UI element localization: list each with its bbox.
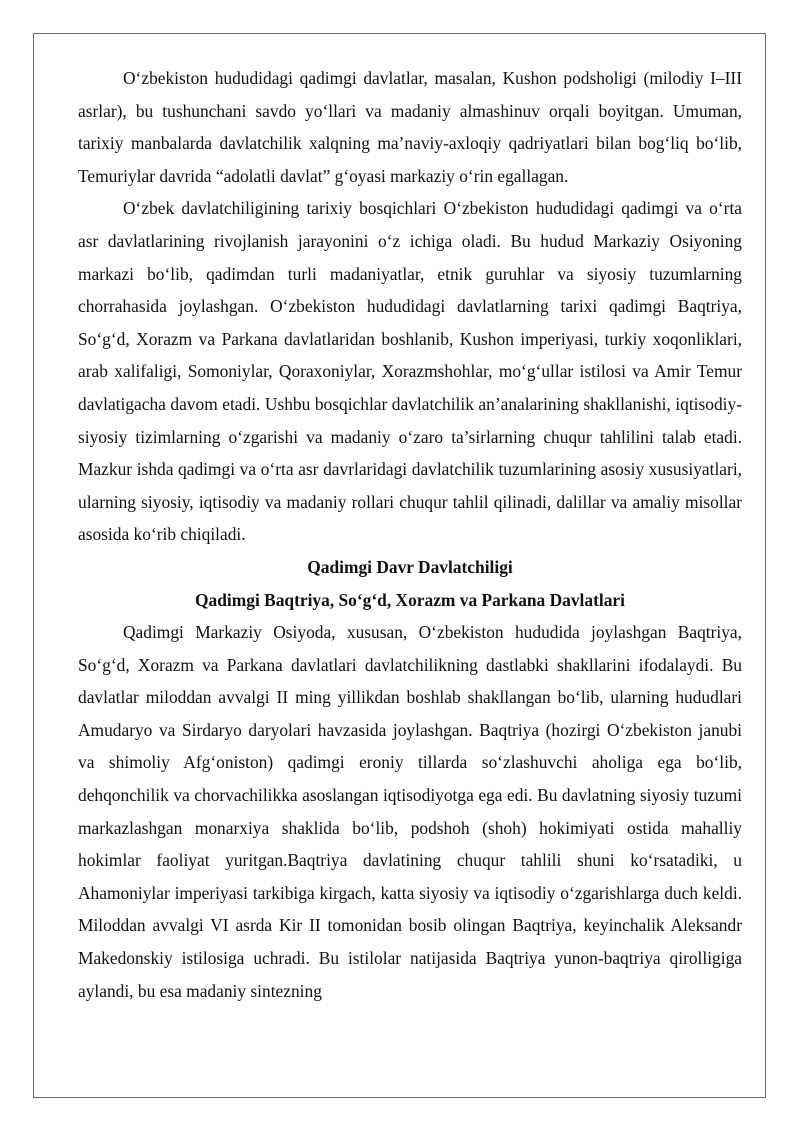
subsection-heading: Qadimgi Baqtriya, So‘g‘d, Xorazm va Parkana Davlatlari <box>195 589 625 610</box>
section-heading: Qadimgi Davr Davlatchiligi <box>307 556 513 577</box>
paragraph-historical-stages: O‘zbek davlatchiligining tarixiy bosqichlari O‘zbekiston hududidagi qadimgi va o‘rta asr davlatlarining rivojlanish jarayonini o‘z ichiga oladi. Bu hudud Markaziy Osiyoning markazi bo‘lib, qadimdan turli madaniyatlar, etnik guruhlar va siyosiy tuzumlarning chorrahasida joylashgan. O‘zbekiston hududidagi davlatlarning tarixi qadimgi Baqtriya, So‘g‘d, Xorazm va Parkana davlatlaridan boshlanib, Kushon imperiyasi, turkiy xoqonliklari, arab xalifaligi, Somoniylar, Qoraxoniylar, Xorazmshohlar, mo‘g‘ullar istilosi va Amir Temur davlatigacha davom etadi. Ushbu bosqichlar davlatchilik an’analarining shakllanishi, iqtisodiy-siyosiy tizimlarning o‘zgarishi va madaniy o‘zaro ta’sirlarning chuqur tahlilini talab etadi. Mazkur ishda qadimgi va o‘rta asr davrlaridagi davlatchilik tuzumlarining asosiy xususiyatlari, ularning siyosiy, iqtisodiy va madaniy rollari chuqur tahlil qilinadi, dalillar va amaliy misollar asosida ko‘rib chiqiladi. <box>78 198 742 545</box>
paragraph-baqtriya: Qadimgi Markaziy Osiyoda, xususan, O‘zbekiston hududida joylashgan Baqtriya, So‘g‘d, Xorazm va Parkana davlatlari davlatchilikning dastlabki shakllarini ifodalaydi. Bu davlatlar miloddan avvalgi II ming yillikdan boshlab shakllangan bo‘lib, ularning hududlari Amudaryo va Sirdaryo daryolari havzasida joylashgan. Baqtriya (hozirgi O‘zbekiston janubi va shimoliy Afg‘oniston) qadimgi eroniy tillarda so‘zlashuvchi aholiga ega bo‘lib, dehqonchilik va chorvachilikka asoslangan iqtisodiyotga ega edi. Bu davlatning siyosiy tuzumi markazlashgan monarxiya shaklida bo‘lib, podshoh (shoh) hokimiyati ostida mahalliy hokimlar faoliyat yuritgan.Baqtriya davlatining chuqur tahlili shuni ko‘rsatadiki, u Ahamoniylar imperiyasi tarkibiga kirgach, katta siyosiy va iqtisodiy o‘zgarishlarga duch keldi. Miloddan avvalgi VI asrda Kir II tomonidan bosib olingan Baqtriya, keyinchalik Aleksandr Makedonskiy istilosiga uchradi. Bu istilolar natijasida Baqtriya yunon-baqtriya qirolligiga aylandi, bu esa madaniy sintezning <box>78 622 742 1001</box>
paragraph-kushon: O‘zbekiston hududidagi qadimgi davlatlar, masalan, Kushon podsholigi (milodiy I–III asrlar), bu tushunchani savdo yo‘llari va madaniy almashinuv orqali boyitgan. Umuman, tarixiy manbalarda davlatchilik xalqning ma’naviy-axloqiy qadriyatlari bilan bog‘liq bo‘lib, Temuriylar davrida “adolatli davlat” g‘oyasi markaziy o‘rin egallagan. <box>78 68 742 186</box>
document-body <box>78 62 742 1007</box>
